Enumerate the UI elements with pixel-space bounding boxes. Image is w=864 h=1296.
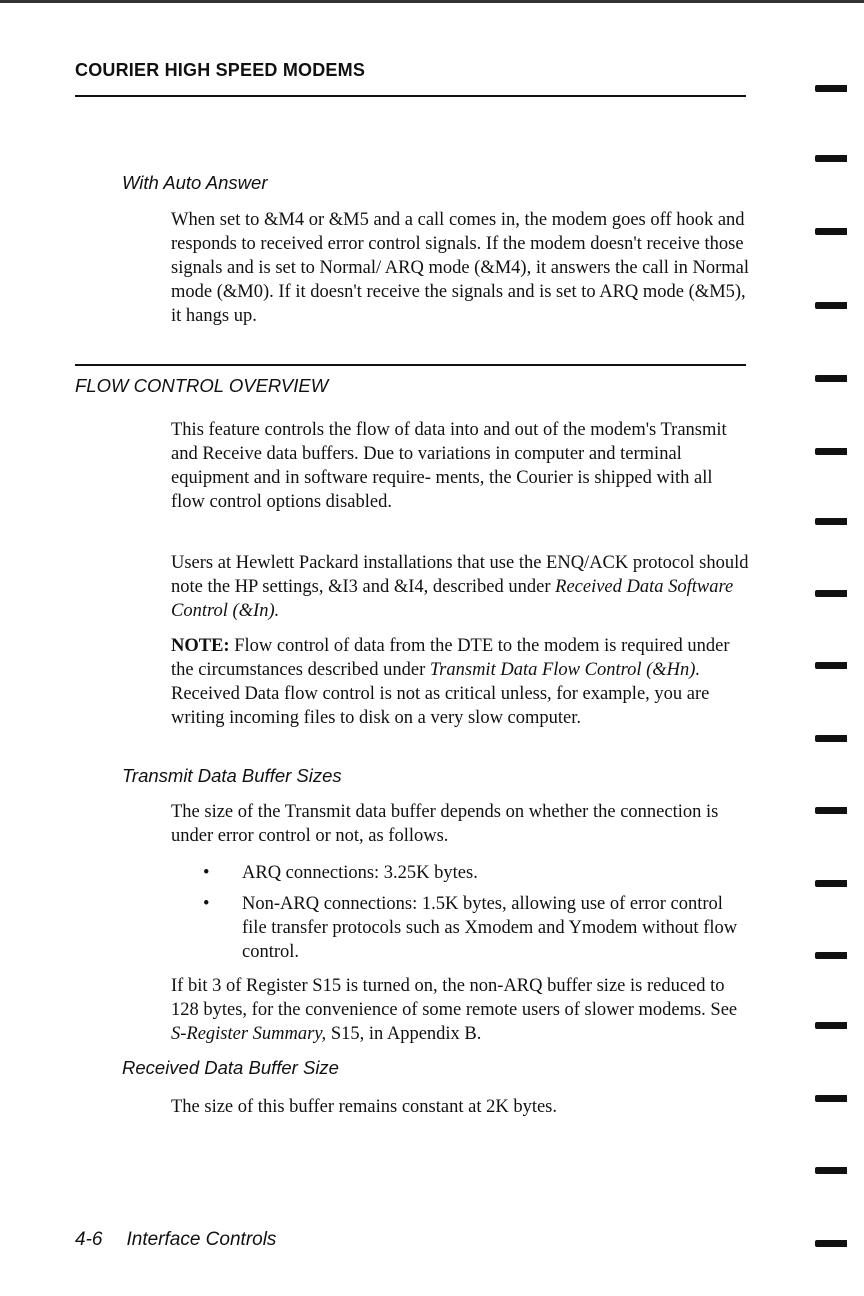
heading-received-data-buffer-size: Received Data Buffer Size (122, 1057, 339, 1078)
edge-tab-mark (815, 662, 847, 669)
edge-tab-mark (815, 1167, 847, 1174)
hp-text: Users at Hewlett Packard installations that use the ENQ/ACK protocol should note the HP settings, &I3 and &I4, described under (171, 553, 749, 597)
flow-control-paragraph-hp (171, 551, 751, 623)
top-border (0, 0, 864, 3)
received-buffer-paragraph: The size of this buffer remains constant at 2K bytes. (171, 1097, 557, 1117)
heading-with-auto-answer: With Auto Answer (122, 172, 268, 193)
edge-tab-mark (815, 85, 847, 92)
edge-tab-mark (815, 302, 847, 309)
edge-tab-mark (815, 880, 847, 887)
note-label: NOTE: (171, 636, 230, 656)
edge-tab-mark (815, 375, 847, 382)
note-paragraph (171, 634, 751, 730)
transmit-buffer-intro: The size of the Transmit data buffer depends on whether the connection is under error control or not, as follows. (171, 802, 719, 846)
s-register-summary-ref: S-Register Summary, (171, 1024, 327, 1044)
note-rest: Received Data flow control is not as critical unless, for example, you are writing incoming files to disk on a very slow computer. (171, 684, 710, 728)
edge-tab-mark (815, 807, 847, 814)
s15-rest: S15, in Appendix B. (330, 1024, 482, 1044)
bullet-glyph: • (203, 894, 210, 914)
header-rule (75, 95, 746, 97)
auto-answer-paragraph: When set to &M4 or &M5 and a call comes in, the modem goes off hook and responds to received error control signals. If the modem doesn't receive those signals and is set to Normal/ ARQ mode (&M4), it answers the call in Normal mode (&M0). If it doesn't receive the signals and is set to ARQ mode (&M5), it hangs up. (171, 210, 750, 326)
edge-tab-mark (815, 448, 847, 455)
s15-text: If bit 3 of Register S15 is turned on, the non-ARQ buffer size is reduced to 128 bytes, for the convenience of some remote users of slower modems. See (171, 976, 738, 1020)
flow-control-paragraph-1: This feature controls the flow of data into and out of the modem's Transmit and Receive data buffers. Due to variations in computer and terminal equipment and in software require- ments, the Courier is shipped with all flow control options disabled. (171, 420, 727, 512)
received-data-software-control-ref: Received Data Software Control (&In). (171, 577, 734, 621)
edge-tab-mark (815, 155, 847, 162)
edge-tab-mark (815, 1095, 847, 1102)
note-text: Flow control of data from the DTE to the modem is required under the circumstances described under (171, 636, 730, 680)
heading-flow-control-overview: FLOW CONTROL OVERVIEW (75, 375, 329, 396)
bullet-non-arq-connections: Non-ARQ connections: 1.5K bytes, allowing use of error control file transfer protocols such as Xmodem and Ymodem without flow control. (242, 894, 738, 962)
edge-tab-mark (815, 735, 847, 742)
section-rule (75, 364, 746, 366)
edge-tab-mark (815, 518, 847, 525)
bullet-arq-connections: ARQ connections: 3.25K bytes. (242, 863, 478, 883)
register-s15-paragraph (171, 974, 751, 1046)
edge-tab-mark (815, 952, 847, 959)
bullet-glyph: • (203, 863, 210, 883)
edge-tab-mark (815, 590, 847, 597)
transmit-data-flow-control-ref: Transmit Data Flow Control (&Hn). (429, 660, 701, 680)
footer-title: Interface Controls (126, 1229, 277, 1250)
page-footer (75, 1229, 276, 1251)
page-number: 4-6 (75, 1229, 103, 1250)
heading-transmit-data-buffer-sizes: Transmit Data Buffer Sizes (122, 765, 342, 786)
page-header-title: COURIER HIGH SPEED MODEMS (75, 60, 366, 80)
edge-tab-mark (815, 1240, 847, 1247)
edge-tab-mark (815, 1022, 847, 1029)
edge-tab-mark (815, 228, 847, 235)
